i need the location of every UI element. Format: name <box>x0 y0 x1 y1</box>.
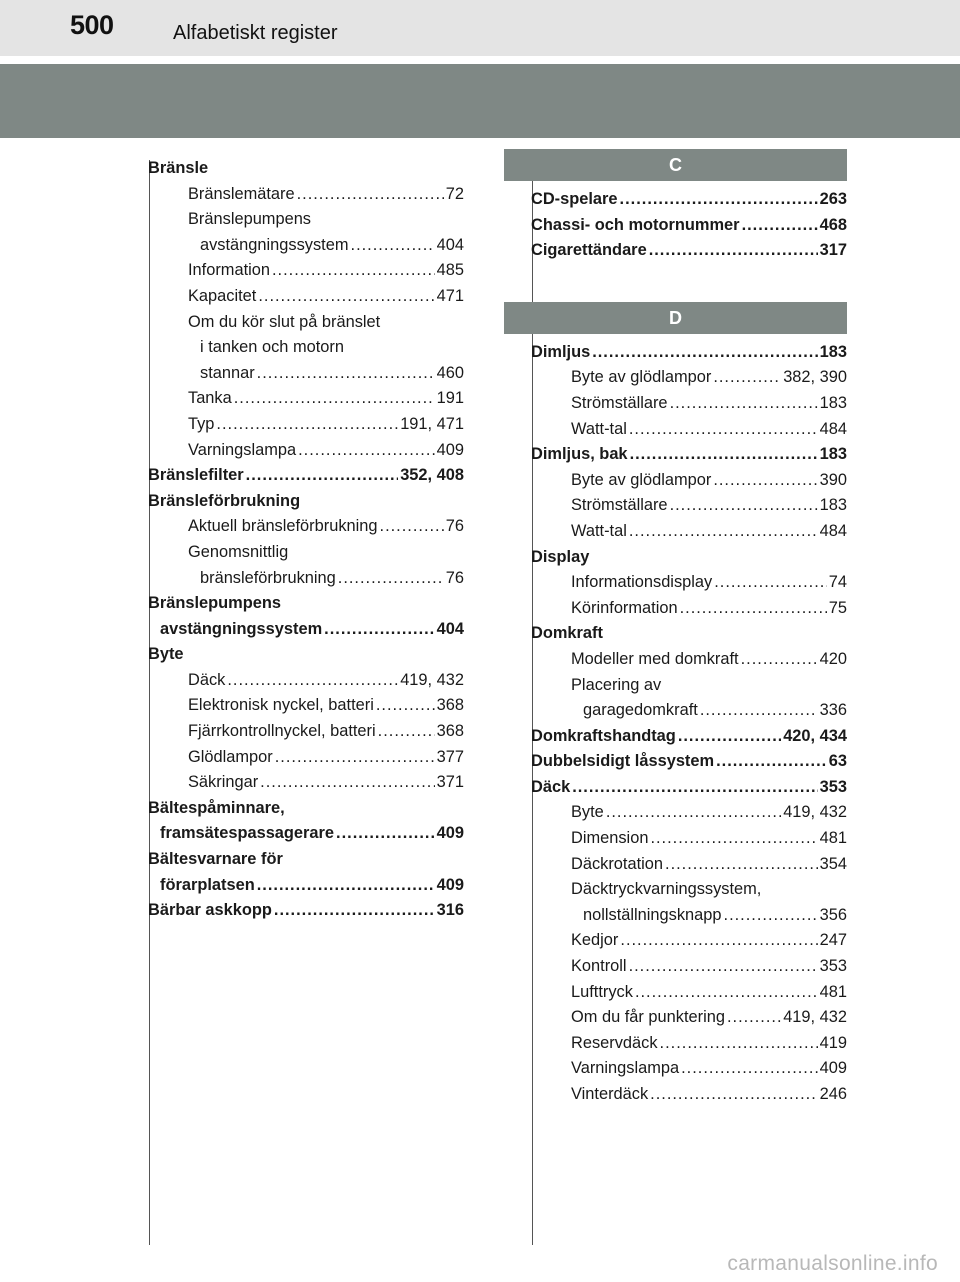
entry-label: Watt-tal <box>571 521 627 540</box>
entry-page-ref[interactable]: 481 <box>819 829 847 848</box>
entry-label: Varningslampa <box>188 440 297 459</box>
entry-label: Dubbelsidigt låssystem <box>531 752 715 771</box>
index-entry <box>148 540 464 566</box>
entry-label: Byte av glödlampor <box>571 470 712 489</box>
dot-leader <box>324 617 434 643</box>
index-entry <box>148 591 464 617</box>
entry-label: Byte av glödlampor <box>571 368 712 387</box>
entry-page-ref[interactable]: 484 <box>819 419 847 438</box>
dot-leader <box>260 770 434 796</box>
dot-leader <box>227 668 398 694</box>
dot-leader <box>713 365 781 391</box>
index-entry <box>148 258 464 284</box>
dot-leader <box>274 898 435 924</box>
dot-leader <box>275 745 435 771</box>
entry-label: Däcktryckvarningssystem, <box>571 880 762 899</box>
index-entry <box>148 719 464 745</box>
dot-leader <box>713 468 817 494</box>
dot-leader <box>716 749 827 775</box>
dot-leader <box>714 570 827 596</box>
entry-page-ref[interactable]: 353 <box>819 777 847 796</box>
index-entry <box>531 852 847 878</box>
entry-label: Typ <box>188 414 215 433</box>
index-entry <box>148 617 464 643</box>
index-entry <box>148 438 464 464</box>
entry-page-ref[interactable]: 390 <box>819 470 847 489</box>
entry-label: Kapacitet <box>188 286 257 305</box>
entry-page-ref[interactable]: 368 <box>436 722 464 741</box>
index-entry <box>148 335 464 361</box>
index-entry <box>531 519 847 545</box>
entry-page-ref[interactable]: 409 <box>436 824 464 843</box>
entry-page-ref[interactable]: 419, 432 <box>783 803 847 822</box>
entry-label: Modeller med domkraft <box>571 649 739 668</box>
entry-label: Placering av <box>571 675 662 694</box>
index-entry <box>531 1056 847 1082</box>
index-entry <box>148 361 464 387</box>
index-entry <box>531 698 847 724</box>
entry-label: Vinterdäck <box>571 1085 649 1103</box>
entry-label: Dimljus, bak <box>531 445 628 464</box>
index-entry <box>148 233 464 259</box>
dot-leader <box>650 1082 817 1108</box>
dot-leader <box>670 493 818 519</box>
dot-leader <box>629 954 818 980</box>
dot-leader <box>336 821 435 847</box>
dot-leader <box>298 438 435 464</box>
index-entry <box>148 693 464 719</box>
watermark: carmanualsonline.info <box>727 1252 938 1275</box>
entry-label: Bärbar askkopp <box>148 901 272 920</box>
index-entry <box>148 463 464 489</box>
dot-leader <box>338 566 444 592</box>
dot-leader <box>592 340 817 366</box>
entry-page-ref[interactable]: 409 <box>819 1059 847 1078</box>
index-entry <box>531 340 847 366</box>
entry-label: Bränslemätare <box>188 184 295 203</box>
entry-label: Tanka <box>188 389 232 408</box>
entry-label: Dimension <box>571 829 649 848</box>
dot-leader <box>635 980 818 1006</box>
entry-page-ref[interactable]: 420, 434 <box>783 726 847 745</box>
entry-page-ref[interactable]: 419, 432 <box>783 1008 847 1027</box>
index-entry <box>531 724 847 750</box>
index-entry <box>531 493 847 519</box>
dot-leader <box>620 187 818 213</box>
index-entry <box>531 775 847 801</box>
index-entry <box>148 668 464 694</box>
dot-leader <box>572 775 817 801</box>
dot-leader <box>665 852 818 878</box>
dot-leader <box>670 391 818 417</box>
entry-label: Domkraft <box>531 624 603 643</box>
dot-leader <box>678 724 781 750</box>
index-entry <box>531 903 847 929</box>
entry-label: Säkringar <box>188 773 259 792</box>
index-entry <box>531 545 847 571</box>
index-entry <box>531 928 847 954</box>
entry-label: Bränslepumpens <box>188 210 312 229</box>
index-entry <box>148 489 464 515</box>
index-entry <box>531 1005 847 1031</box>
dot-leader <box>257 873 435 899</box>
index-entry <box>148 745 464 771</box>
entry-label: Bältespåminnare, <box>148 798 285 817</box>
index-entry <box>148 770 464 796</box>
entry-page-ref[interactable]: 368 <box>436 696 464 715</box>
entry-label: Bränsle <box>148 159 209 177</box>
entry-label: Bränslepumpens <box>148 594 281 613</box>
entry-page-ref[interactable]: 404 <box>436 619 464 638</box>
entry-label: Informationsdisplay <box>571 573 713 592</box>
dot-leader <box>606 800 781 826</box>
entry-page-ref[interactable]: 263 <box>819 190 847 208</box>
dot-leader <box>660 1031 818 1057</box>
entry-page-ref[interactable]: 63 <box>828 752 847 771</box>
index-entry <box>148 796 464 822</box>
index-entry <box>531 673 847 699</box>
dot-leader <box>727 1005 781 1031</box>
index-entry <box>148 898 464 924</box>
dot-leader <box>700 698 818 724</box>
entry-label: Domkraftshandtag <box>531 726 676 745</box>
entry-page-ref[interactable]: 484 <box>819 521 847 540</box>
index-entry <box>531 417 847 443</box>
entry-label: Körinformation <box>571 598 678 617</box>
entry-label: avstängningssystem <box>160 619 323 638</box>
index-entry <box>148 284 464 310</box>
dot-leader <box>630 442 818 468</box>
dot-leader <box>272 258 435 284</box>
entry-label: Lufttryck <box>571 982 633 1001</box>
index-entry <box>148 156 464 182</box>
entry-label: avstängningssystem <box>200 235 349 254</box>
entry-label: Fjärrkontrollnyckel, batteri <box>188 722 376 741</box>
entry-label: Däck <box>531 777 571 796</box>
section-letter-d: D <box>504 302 847 334</box>
dot-leader <box>258 284 434 310</box>
entry-label: Glödlampor <box>188 747 273 766</box>
section-letter-c: C <box>504 149 847 181</box>
index-column-left <box>148 156 464 924</box>
entry-label: Dimljus <box>531 342 591 361</box>
entry-label: Bränslefilter <box>148 466 244 485</box>
entry-label: Kedjor <box>571 931 619 950</box>
entry-page-ref[interactable]: 419, 432 <box>400 670 464 689</box>
entry-label: Kontroll <box>571 957 627 976</box>
index-entry <box>531 391 847 417</box>
entry-page-ref[interactable]: 460 <box>436 363 464 382</box>
entry-page-ref[interactable]: 485 <box>436 261 464 280</box>
entry-label: förarplatsen <box>160 875 255 894</box>
entry-page-ref[interactable]: 468 <box>819 215 847 234</box>
entry-label: garagedomkraft <box>583 701 698 720</box>
entry-label: stannar <box>200 363 255 382</box>
entry-page-ref[interactable]: 352, 408 <box>400 466 464 485</box>
index-entry <box>148 847 464 873</box>
index-entry <box>148 873 464 899</box>
dot-leader <box>680 596 827 622</box>
index-entry <box>531 570 847 596</box>
entry-page-ref[interactable]: 76 <box>445 517 464 536</box>
dot-leader <box>649 238 818 264</box>
page-header <box>0 0 960 56</box>
dot-leader <box>681 1056 818 1082</box>
index-entry <box>531 800 847 826</box>
index-entry <box>531 365 847 391</box>
entry-page-ref[interactable]: 316 <box>436 901 464 920</box>
entry-label: Om du får punktering <box>571 1008 725 1027</box>
entry-page-ref[interactable]: 371 <box>436 773 464 792</box>
index-entry <box>148 566 464 592</box>
entry-label: Strömställare <box>571 496 668 515</box>
entry-page-ref[interactable]: 420 <box>819 649 847 668</box>
index-entry <box>531 442 847 468</box>
index-entry <box>531 596 847 622</box>
entry-label: Information <box>188 261 270 280</box>
index-entry <box>148 642 464 668</box>
entry-label: Bältesvarnare för <box>148 850 283 869</box>
entry-label: i tanken och motorn <box>200 338 344 357</box>
dot-leader <box>216 412 398 438</box>
entry-page-ref[interactable]: 336 <box>819 701 847 720</box>
entry-label: Watt-tal <box>571 419 627 438</box>
entry-page-ref[interactable]: 409 <box>436 875 464 894</box>
entry-page-ref[interactable]: 76 <box>445 568 464 587</box>
dot-leader <box>380 514 444 540</box>
index-entry <box>148 514 464 540</box>
entry-label: Chassi- och motornummer <box>531 215 740 234</box>
index-entry <box>531 826 847 852</box>
header-band <box>0 64 960 138</box>
dot-leader <box>378 719 435 745</box>
index-entry <box>531 468 847 494</box>
dot-leader <box>650 826 817 852</box>
entry-label: Genomsnittlig <box>188 542 289 561</box>
entry-label: Däck <box>188 670 226 689</box>
index-entry <box>148 310 464 336</box>
index-entry <box>531 187 847 213</box>
index-entry <box>531 749 847 775</box>
entry-page-ref[interactable]: 353 <box>819 957 847 976</box>
index-entry <box>531 1031 847 1057</box>
entry-label: bränsleförbrukning <box>200 568 336 587</box>
page-number: 500 <box>70 10 114 40</box>
entry-label: Strömställare <box>571 393 668 412</box>
dot-leader <box>742 213 818 239</box>
entry-label: Om du kör slut på bränslet <box>188 312 381 331</box>
entry-page-ref[interactable]: 356 <box>819 905 847 924</box>
entry-page-ref[interactable]: 382, 390 <box>783 368 847 387</box>
dot-leader <box>620 928 817 954</box>
dot-leader <box>724 903 818 929</box>
section-c-entries <box>531 187 847 264</box>
dot-leader <box>629 519 818 545</box>
entry-page-ref[interactable]: 377 <box>436 747 464 766</box>
index-entry <box>148 182 464 208</box>
entry-page-ref[interactable]: 317 <box>819 241 847 260</box>
index-entry <box>148 412 464 438</box>
index-entry <box>531 980 847 1006</box>
entry-page-ref[interactable]: 183 <box>819 393 847 412</box>
entry-page-ref[interactable]: 191, 471 <box>400 414 464 433</box>
entry-page-ref[interactable]: 247 <box>819 931 847 950</box>
index-entry <box>531 877 847 903</box>
entry-page-ref[interactable]: 471 <box>436 286 464 305</box>
entry-label: CD-spelare <box>531 190 618 208</box>
index-entry <box>148 821 464 847</box>
dot-leader <box>234 386 435 412</box>
index-entry <box>531 621 847 647</box>
entry-label: Reservdäck <box>571 1033 658 1052</box>
index-entry <box>148 386 464 412</box>
entry-page-ref[interactable]: 409 <box>436 440 464 459</box>
dot-leader <box>376 693 435 719</box>
entry-label: Byte <box>148 645 184 664</box>
index-entry <box>531 954 847 980</box>
index-entry <box>531 647 847 673</box>
dot-leader <box>297 182 444 208</box>
index-entry <box>531 1082 847 1108</box>
entry-label: Cigarettändare <box>531 241 647 260</box>
entry-page-ref[interactable]: 72 <box>445 184 464 203</box>
entry-page-ref[interactable]: 183 <box>819 342 847 361</box>
entry-page-ref[interactable]: 74 <box>828 573 847 592</box>
entry-page-ref[interactable]: 481 <box>819 982 847 1001</box>
entry-page-ref[interactable]: 75 <box>828 598 847 617</box>
entry-page-ref[interactable]: 183 <box>819 445 847 464</box>
dot-leader <box>741 647 818 673</box>
entry-label: Aktuell bränsleförbrukning <box>188 517 378 536</box>
entry-label: framsätespassagerare <box>160 824 335 843</box>
index-entry <box>531 238 847 264</box>
dot-leader <box>257 361 435 387</box>
entry-page-ref[interactable]: 183 <box>819 496 847 515</box>
index-entry <box>531 213 847 239</box>
entry-page-ref[interactable]: 246 <box>819 1085 847 1103</box>
dot-leader <box>351 233 435 259</box>
entry-label: nollställningsknapp <box>583 905 722 924</box>
entry-label: Varningslampa <box>571 1059 680 1078</box>
entry-page-ref[interactable]: 354 <box>819 854 847 873</box>
entry-label: Display <box>531 547 590 566</box>
dot-leader <box>629 417 818 443</box>
index-entry <box>148 207 464 233</box>
entry-page-ref[interactable]: 404 <box>436 235 464 254</box>
section-d-entries <box>531 340 847 1108</box>
index-column-right <box>531 149 847 1108</box>
entry-label: Bränsleförbrukning <box>148 491 301 510</box>
entry-page-ref[interactable]: 419 <box>819 1033 847 1052</box>
entry-label: Däckrotation <box>571 854 664 873</box>
dot-leader <box>246 463 399 489</box>
entry-label: Elektronisk nyckel, batteri <box>188 696 374 715</box>
page-title: Alfabetiskt register <box>173 22 338 44</box>
entry-label: Byte <box>571 803 604 822</box>
entry-page-ref[interactable]: 191 <box>436 389 464 408</box>
